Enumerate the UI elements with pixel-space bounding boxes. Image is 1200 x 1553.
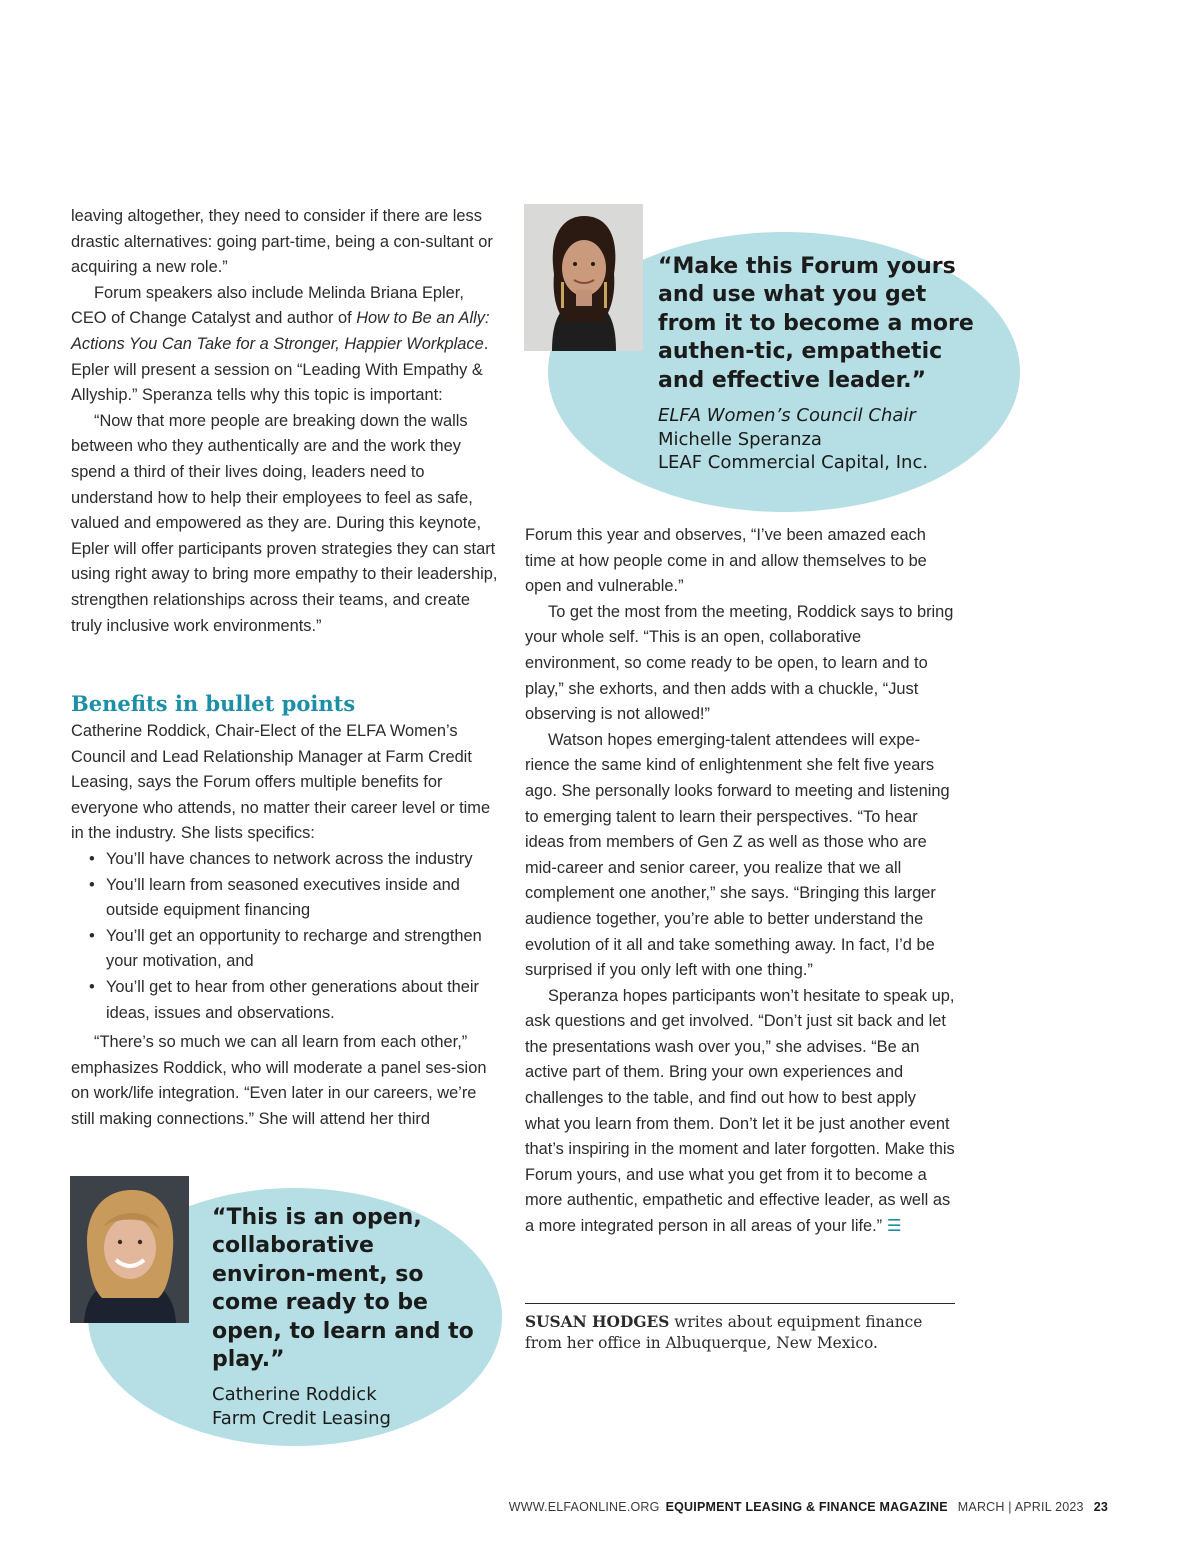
quote-company: Farm Credit Leasing: [212, 1407, 391, 1429]
quote-roddick: [212, 1204, 482, 1430]
book-title: How to Be an Ally: Actions You Can Take for a Stronger, Happier Workplace: [71, 309, 490, 353]
right-column: [525, 523, 955, 1240]
quote-company: LEAF Commercial Capital, Inc.: [658, 452, 929, 474]
list-item: • You’ll learn from seasoned executives inside and outside equipment financing: [71, 873, 503, 924]
page-footer: [509, 1500, 1108, 1514]
right-paragraph-3: Watson hopes emerging-talent attendees will expe-rience the same kind of enlightenment she felt five years ago. She personally looks forward to meeting and listening to emerging talent to learn their perspectives. “To hear ideas from members of Gen Z as well as those who are mid-career and senior career, you realize that we all complement one another,” she says. “Bringing this larger audience together, you’re able to better understand the evolution of it all and take something away. In fact, I’d be surprised if you only left with one thing.”: [525, 730, 950, 980]
quote-name: Catherine Roddick: [212, 1384, 377, 1406]
paragraph-2-text-a: Forum speakers also include Melinda Briana Epler, CEO of Change Catalyst and author of: [71, 283, 464, 328]
paragraph-2-text-b: . Epler will present a session on “Leading With Empathy & Allyship.” Speranza tells why this topic is important:: [71, 334, 489, 405]
list-item: • You’ll get an opportunity to recharge and strengthen your motivation, and: [71, 924, 503, 975]
bio-text: writes about equipment finance from her office in Albuquerque, New Mexico.: [525, 1313, 923, 1352]
quote-text: “This is an open, collaborative environ-ment, so come ready to be open, to learn and to play.”: [212, 1205, 474, 1373]
portrait-image-icon: [524, 204, 643, 351]
quote-text: “Make this Forum yours and use what you get from it to become a more authen-tic, empathetic and effective leader.”: [658, 254, 974, 393]
left-paragraph-3: “Now that more people are breaking down the walls between who they authentically are and the work they spend a third of their lives doing, leaders need to understand how to help their employees to feel as safe, valued and empowered as they are. During this keynote, Epler will offer participants proven strategies they can start using right away to bring more empathy to their leadership, strengthen relationships across their teams, and create truly inclusive work environments.”: [71, 411, 498, 635]
left-paragraph-5: “There’s so much we can all learn from each other,” emphasizes Roddick, who will moderate a panel ses-sion on work/life integration. “Even later in our careers, we’re still making connections.” She will attend her third: [71, 1033, 487, 1128]
quote-speranza: [658, 253, 988, 475]
left-paragraph-1: leaving altogether, they need to consider if there are less drastic alternatives: going part-time, being a con-sultant or acquiring a new role.”: [71, 207, 493, 277]
quote-role: ELFA Women’s Council Chair: [658, 405, 916, 427]
bio-divider: [525, 1303, 955, 1304]
quote-attribution: [658, 404, 988, 475]
list-item: • You’ll get to hear from other generations about their ideas, issues and observations.: [71, 975, 503, 1026]
end-mark-icon: ☰: [886, 1217, 902, 1236]
left-paragraph-2: [71, 281, 503, 409]
speranza-photo: [524, 204, 643, 351]
author-name: SUSAN HODGES: [525, 1313, 670, 1331]
roddick-photo: [70, 1176, 189, 1323]
right-paragraph-1: Forum this year and observes, “I’ve been amazed each time at how people come in and allow themselves to be open and vulnerable.”: [525, 526, 927, 596]
portrait-image-icon: [70, 1176, 189, 1323]
section-subhead: Benefits in bullet points: [71, 691, 356, 717]
footer-magazine: EQUIPMENT LEASING & FINANCE MAGAZINE: [665, 1500, 948, 1514]
list-item: • You’ll have chances to network across the industry: [71, 847, 503, 873]
footer-url: WWW.ELFAONLINE.ORG: [508, 1500, 660, 1514]
quote-attribution: [212, 1383, 482, 1430]
author-bio: [525, 1312, 955, 1354]
left-column: [71, 204, 503, 1133]
right-paragraph-2: To get the most from the meeting, Roddick says to bring your whole self. “This is an open, collaborative environment, so come ready to be open, to learn and to play,” she exhorts, and then adds with a chuckle, “Just observing is not allowed!”: [525, 602, 954, 724]
paragraph-4-text: Speranza hopes participants won’t hesitate to speak up, ask questions and get involved. “Don’t just sit back and let the presentations wash over you,” she advises. “Be an active part of them. Bring your own experiences and challenges to the table, and find out how to best apply what you learn from them. Don’t let it be just another event that’s inspiring in the moment and later forgotten. Make this Forum yours, and use what you get from it to become a more authentic, empathetic and effective leader, as well as a more integrated person in all areas of your life.”: [525, 986, 955, 1236]
quote-name: Michelle Speranza: [658, 428, 822, 450]
page-number: 23: [1093, 1500, 1108, 1514]
left-paragraph-4: Catherine Roddick, Chair-Elect of the ELFA Women’s Council and Lead Relationship Manager at Farm Credit Leasing, says the Forum offers multiple benefits for everyone who attends, no matter their career level or time in the industry. She lists specifics:: [71, 722, 491, 843]
benefits-list: [71, 847, 503, 1026]
right-paragraph-4: [525, 984, 955, 1240]
footer-date: MARCH | APRIL 2023: [957, 1500, 1084, 1514]
